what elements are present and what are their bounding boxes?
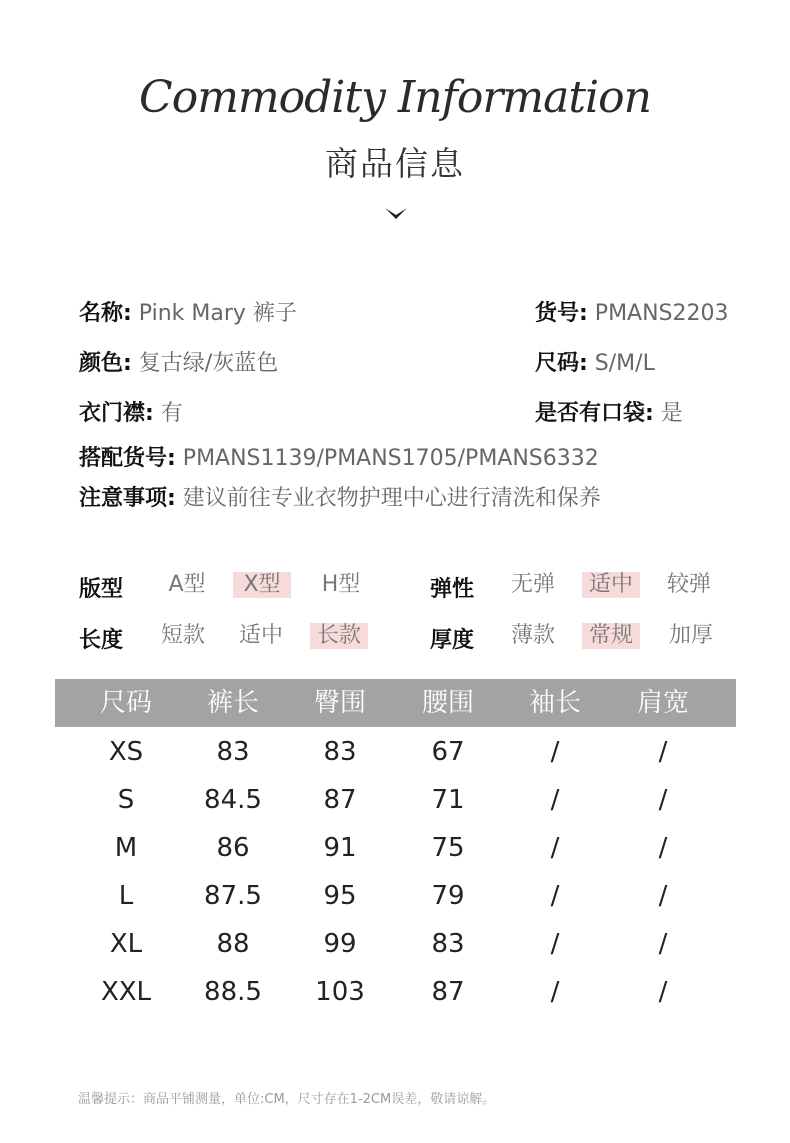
info-sku: [535, 296, 729, 327]
fit-option: H型: [321, 572, 361, 597]
info-color-value: 复古绿/灰蓝色: [131, 351, 279, 376]
chevron-down-icon: [385, 206, 407, 220]
info-care: [79, 481, 601, 512]
table-cell: 79: [431, 881, 465, 911]
table-cell: /: [658, 977, 668, 1007]
thickness-option: 加厚: [668, 623, 713, 648]
info-name-value: Pink Mary 裤子: [131, 301, 297, 326]
elastic-option-selected: 适中: [582, 572, 640, 598]
table-cell: /: [658, 785, 668, 815]
info-sku-value: PMANS2203: [587, 301, 729, 326]
table-cell: 91: [323, 833, 357, 863]
info-size-key: 尺码:: [535, 351, 588, 376]
info-size: [535, 346, 655, 377]
fit-option-selected: X型: [233, 572, 291, 598]
table-cell: 87: [323, 785, 357, 815]
table-cell: /: [550, 833, 560, 863]
thickness-label: 厚度: [430, 628, 475, 653]
size-table-header: [55, 679, 736, 727]
length-option: 短款: [160, 623, 205, 648]
table-cell: XS: [108, 737, 144, 767]
table-cell: /: [550, 881, 560, 911]
table-cell: S: [117, 785, 135, 815]
table-cell: XXL: [100, 977, 152, 1007]
info-match: [79, 441, 599, 472]
thickness-option: 薄款: [510, 623, 555, 648]
info-care-key: 注意事项:: [79, 486, 176, 511]
length-option: 适中: [238, 623, 283, 648]
title-cn: 商品信息: [325, 144, 465, 183]
header-size: 尺码: [99, 688, 152, 718]
table-cell: 103: [315, 977, 365, 1007]
info-name: [79, 296, 297, 327]
info-care-value: 建议前往专业衣物护理中心进行清洗和保养: [175, 486, 601, 511]
table-cell: 87.5: [204, 881, 262, 911]
table-cell: 95: [323, 881, 357, 911]
length-option-selected: 长款: [310, 623, 368, 649]
info-color: [79, 346, 278, 377]
table-cell: /: [550, 977, 560, 1007]
info-match-value: PMANS1139/PMANS1705/PMANS6332: [175, 446, 599, 471]
table-cell: 71: [431, 785, 465, 815]
info-color-key: 颜色:: [79, 351, 132, 376]
table-cell: 83: [431, 929, 465, 959]
info-name-key: 名称:: [79, 301, 132, 326]
table-cell: 75: [431, 833, 465, 863]
header-waist: 腰围: [421, 688, 474, 718]
fit-option: A型: [168, 572, 206, 597]
table-cell: 86: [216, 833, 250, 863]
header-sleeve: 袖长: [528, 688, 581, 718]
info-placket-key: 衣门襟:: [79, 401, 154, 426]
info-placket-value: 有: [153, 401, 183, 426]
table-cell: /: [658, 929, 668, 959]
table-cell: /: [550, 737, 560, 767]
header-shoulder: 肩宽: [636, 688, 689, 718]
table-cell: /: [658, 833, 668, 863]
table-cell: 99: [323, 929, 357, 959]
table-cell: 87: [431, 977, 465, 1007]
table-cell: 83: [216, 737, 250, 767]
table-cell: /: [550, 785, 560, 815]
table-cell: 67: [431, 737, 465, 767]
elastic-option: 较弹: [666, 572, 711, 597]
header-hip: 臀围: [313, 688, 366, 718]
info-pocket-key: 是否有口袋:: [535, 401, 654, 426]
table-cell: 83: [323, 737, 357, 767]
info-pocket: [535, 396, 683, 427]
fit-label: 版型: [79, 577, 124, 602]
table-cell: /: [550, 929, 560, 959]
table-cell: /: [658, 737, 668, 767]
length-label: 长度: [79, 628, 124, 653]
info-sku-key: 货号:: [535, 301, 588, 326]
table-cell: 88: [216, 929, 250, 959]
table-cell: /: [658, 881, 668, 911]
info-pocket-value: 是: [653, 401, 683, 426]
title-en: Commodity Information: [139, 72, 651, 123]
footnote: 温馨提示：商品平铺测量，单位:CM，尺寸存在1-2CM误差，敬请谅解。: [78, 1092, 496, 1107]
table-cell: M: [114, 833, 138, 863]
info-size-value: S/M/L: [587, 351, 655, 376]
table-cell: 88.5: [204, 977, 262, 1007]
table-cell: XL: [109, 929, 143, 959]
info-placket: [79, 396, 183, 427]
table-cell: 84.5: [204, 785, 262, 815]
thickness-option-selected: 常规: [582, 623, 640, 649]
header-pants-length: 裤长: [206, 688, 259, 718]
info-match-key: 搭配货号:: [79, 446, 176, 471]
elastic-label: 弹性: [430, 577, 475, 602]
table-cell: L: [118, 881, 134, 911]
elastic-option: 无弹: [510, 572, 555, 597]
